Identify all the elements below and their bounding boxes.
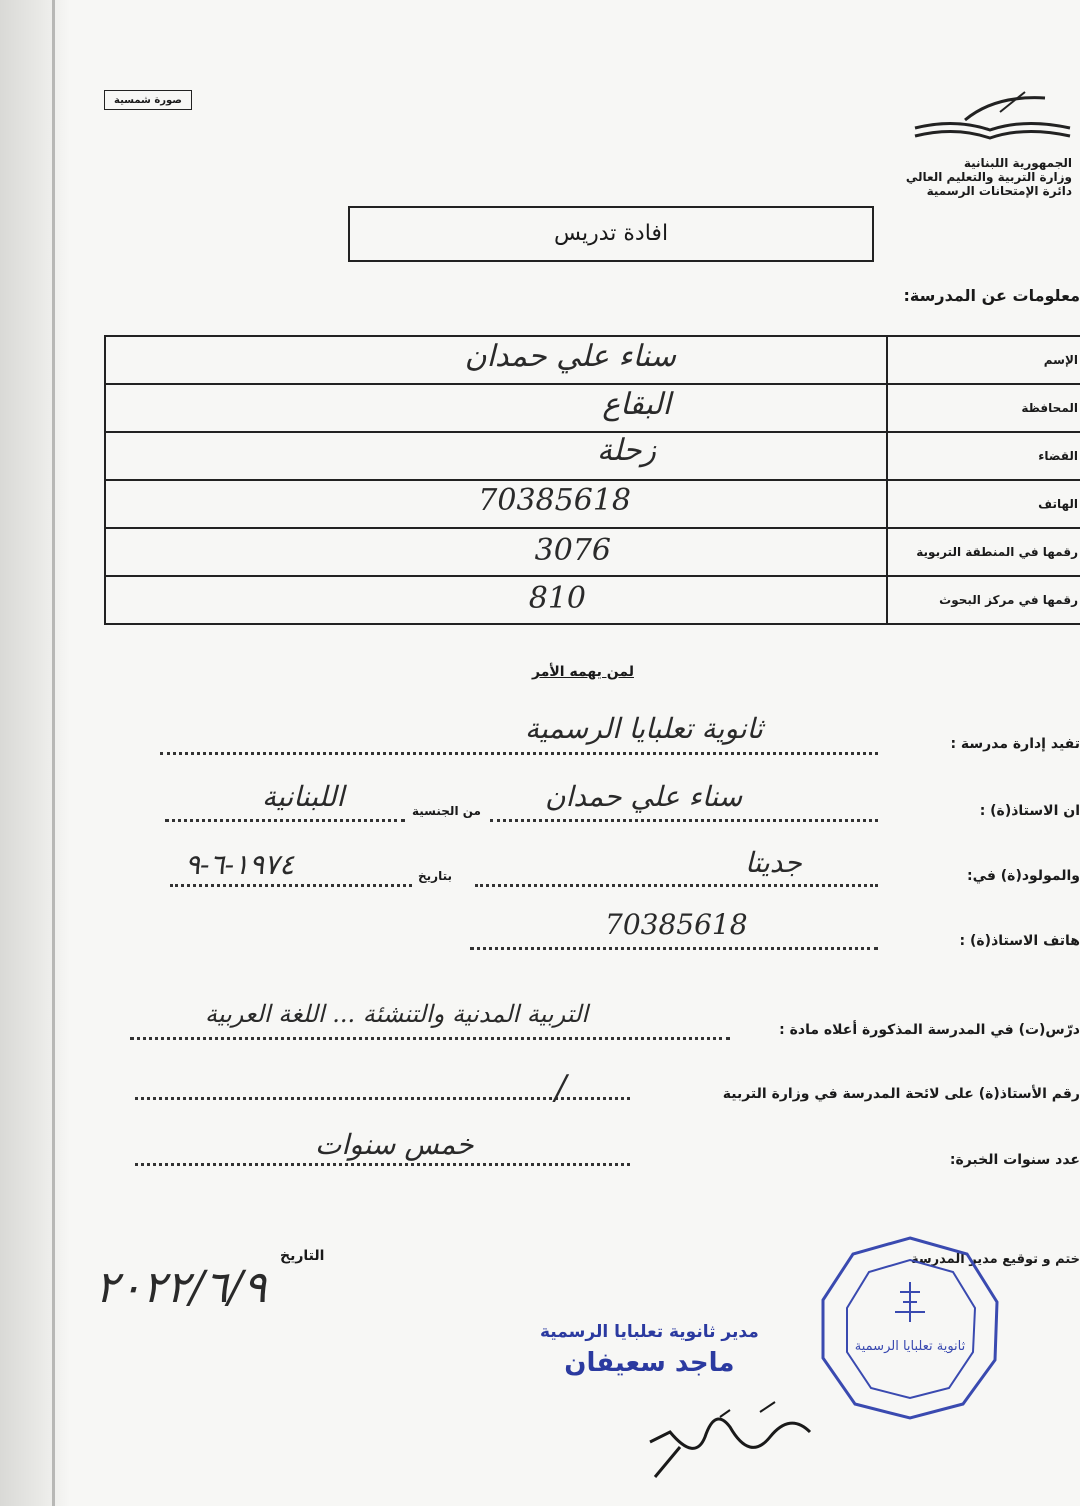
- table-row: [105, 480, 1080, 528]
- dotted-line: [165, 819, 405, 822]
- dotted-line: [130, 1037, 730, 1040]
- governorate-value-cell: [105, 384, 887, 432]
- table-row: [105, 336, 1080, 384]
- manager-name: ماجد سعيفان: [564, 1348, 735, 1378]
- teacher-value: سناء علي حمدان: [545, 780, 743, 813]
- phone-value: 70385618: [478, 483, 631, 518]
- school-stamp-icon: [815, 1232, 1005, 1422]
- school-name-value: سناء علي حمدان: [464, 339, 676, 374]
- district-value-cell: [105, 432, 887, 480]
- table-row: [105, 432, 1080, 480]
- school-name-label: الإسم: [887, 336, 1080, 384]
- dotted-line: [475, 884, 878, 887]
- admin-value: ثانوية تعلبايا الرسمية: [525, 712, 763, 745]
- research-center-number-value: 810: [528, 581, 586, 616]
- manager-title: مدير ثانوية تعلبايا الرسمية: [540, 1322, 759, 1342]
- ministry-name: وزارة التربية والتعليم العالي: [905, 170, 1072, 184]
- subject-value: التربية المدنية والتنشئة ... اللغة العربية: [205, 1000, 589, 1028]
- scan-binding-line: [52, 0, 55, 1506]
- school-info-table: [104, 335, 1080, 625]
- phone-value-cell: [105, 480, 887, 528]
- edu-region-number-value: 3076: [534, 533, 611, 568]
- admin-label: تفيد إدارة مدرسة :: [950, 736, 1080, 752]
- research-center-number-label: رقمها في مركز البحوث: [887, 576, 1080, 624]
- date-label: التاريخ: [280, 1248, 325, 1264]
- experience-value: خمس سنوات: [315, 1128, 474, 1161]
- teacher-phone-label: هاتف الاستاذ(ة) :: [959, 933, 1080, 949]
- to-whom-heading: لمن يهمه الأمر: [532, 664, 634, 680]
- born-place-value: جديتا: [745, 846, 802, 879]
- born-label: والمولود(ة) في:: [966, 868, 1080, 884]
- dotted-line: [160, 752, 878, 755]
- school-name-value-cell: [105, 336, 887, 384]
- governorate-value: البقاع: [602, 387, 671, 422]
- edu-region-number-cell: [105, 528, 887, 576]
- ministry-number-value: /: [555, 1068, 567, 1108]
- teacher-phone-value: 70385618: [605, 908, 748, 941]
- dotted-line: [470, 947, 878, 950]
- district-value: زحلة: [596, 433, 656, 468]
- table-row: [105, 384, 1080, 432]
- subject-label: درّس(ت) في المدرسة المذكورة أعلاه مادة :: [779, 1022, 1080, 1038]
- republic-name: الجمهورية اللبنانية: [963, 156, 1072, 170]
- date-value: ٢٠٢٢/٦/٩: [95, 1262, 267, 1313]
- birth-date-label: بتاريخ: [418, 869, 452, 883]
- photo-placeholder-label: صورة شمسية: [104, 90, 192, 110]
- director-signature-label: ختم و توقيع مدير المدرسة: [910, 1252, 1080, 1267]
- school-info-heading: معلومات عن المدرسة:: [903, 286, 1080, 305]
- document-title: افادة تدريس: [348, 206, 874, 262]
- scan-edge: [0, 0, 70, 1506]
- teacher-label: ان الاستاذ(ة) :: [979, 803, 1080, 819]
- ministry-number-label: رقم الأستاذ(ة) على لائحة المدرسة في وزارة التربية: [722, 1086, 1080, 1102]
- district-label: القضاء: [887, 432, 1080, 480]
- governorate-label: المحافظة: [887, 384, 1080, 432]
- table-row: [105, 576, 1080, 624]
- ministry-logo-icon: [905, 90, 1075, 150]
- nationality-value: اللبنانية: [262, 780, 345, 813]
- experience-label: عدد سنوات الخبرة:: [949, 1152, 1080, 1168]
- phone-label: الهاتف: [887, 480, 1080, 528]
- birth-date-value: ١٩٧٤-٦-٩: [185, 848, 295, 881]
- table-row: [105, 528, 1080, 576]
- stamp-text: ثانوية تعلبايا الرسمية: [854, 1339, 966, 1354]
- dotted-line: [170, 884, 412, 887]
- manager-stamp-block: [540, 1322, 759, 1378]
- director-signature-icon: [610, 1392, 830, 1482]
- dotted-line: [490, 819, 878, 822]
- ministry-header: [872, 156, 1080, 198]
- dotted-line: [135, 1163, 630, 1166]
- nationality-label: من الجنسية: [412, 804, 481, 818]
- research-center-number-cell: [105, 576, 887, 624]
- edu-region-number-label: رقمها في المنطقة التربوية: [887, 528, 1080, 576]
- department-name: دائرة الإمتحانات الرسمية: [926, 184, 1072, 198]
